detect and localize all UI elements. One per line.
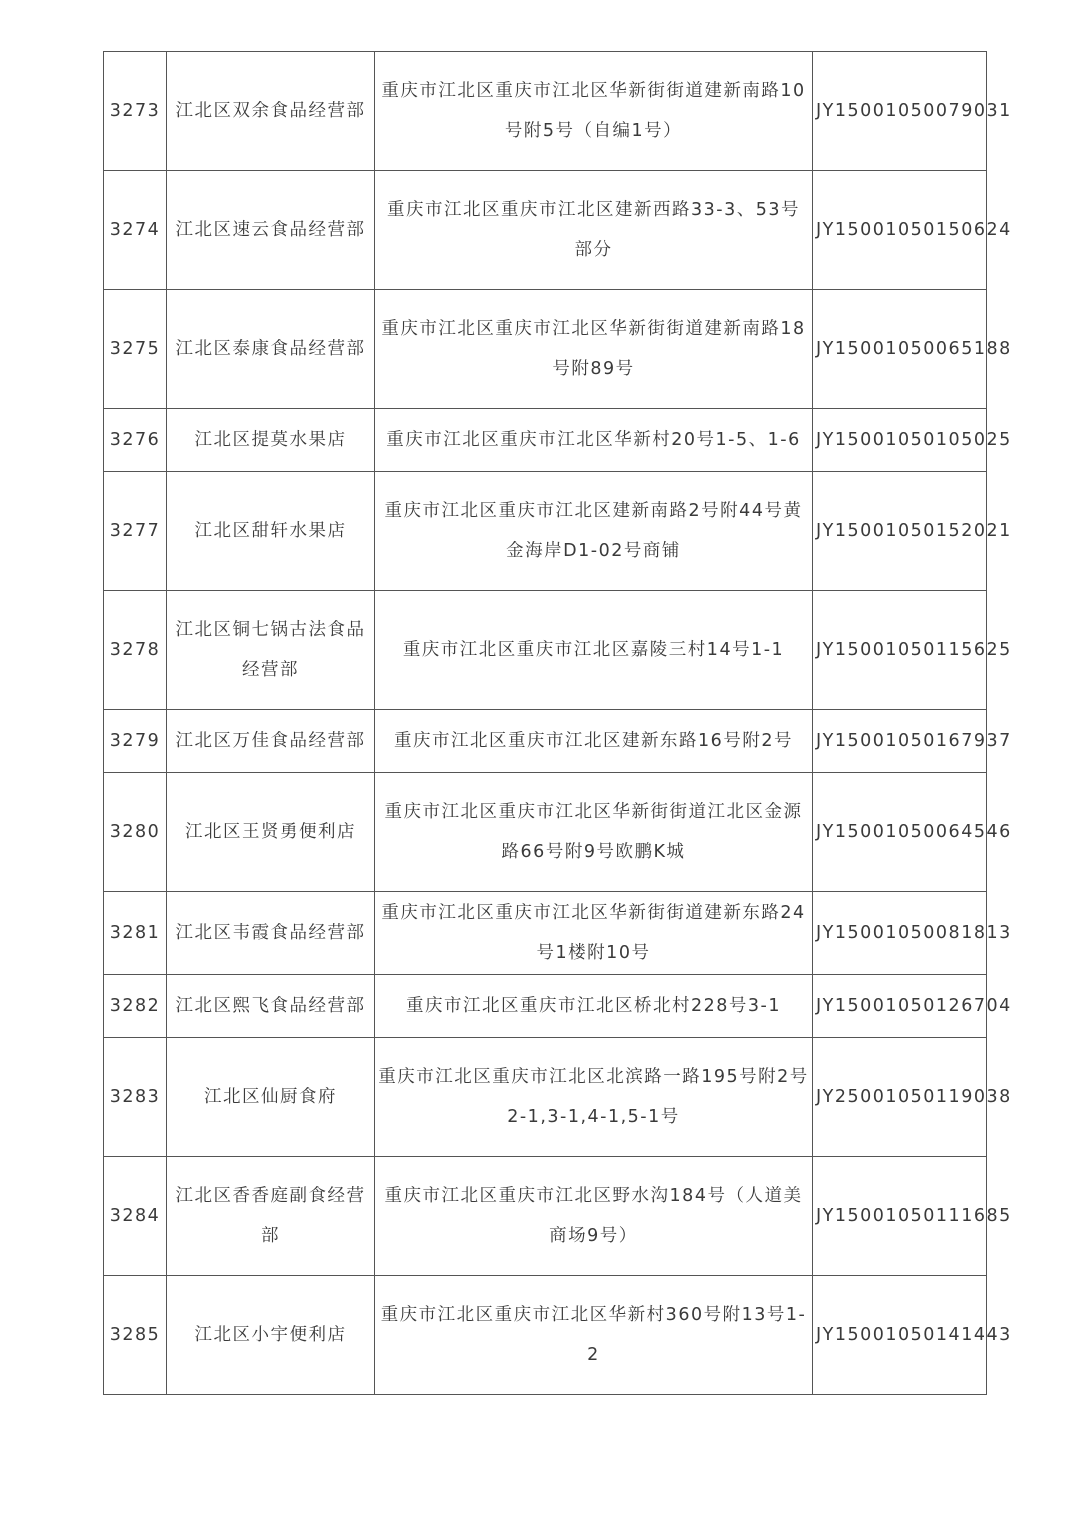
business-address: 重庆市江北区重庆市江北区北滨路一路195号附2号2-1,3-1,4-1,5-1号 — [375, 1038, 813, 1157]
business-address: 重庆市江北区重庆市江北区华新村20号1-5、1-6 — [375, 409, 813, 472]
table-row — [104, 1038, 987, 1157]
license-number: JY15001050081813 — [813, 892, 987, 975]
license-number: JY25001050119038 — [813, 1038, 987, 1157]
business-address: 重庆市江北区重庆市江北区野水沟184号（人道美商场9号） — [375, 1157, 813, 1276]
license-number: JY15001050115625 — [813, 591, 987, 710]
business-address: 重庆市江北区重庆市江北区嘉陵三村14号1-1 — [375, 591, 813, 710]
business-name: 江北区熙飞食品经营部 — [167, 975, 375, 1038]
business-name: 江北区提莫水果店 — [167, 409, 375, 472]
business-name: 江北区王贤勇便利店 — [167, 773, 375, 892]
license-number: JY15001050105025 — [813, 409, 987, 472]
business-address: 重庆市江北区重庆市江北区建新南路2号附44号黄金海岸D1-02号商铺 — [375, 472, 813, 591]
business-address: 重庆市江北区重庆市江北区华新街街道江北区金源路66号附9号欧鹏K城 — [375, 773, 813, 892]
row-number: 3282 — [104, 975, 167, 1038]
row-number: 3276 — [104, 409, 167, 472]
table-row — [104, 1157, 987, 1276]
business-name: 江北区万佳食品经营部 — [167, 710, 375, 773]
license-number: JY15001050141443 — [813, 1276, 987, 1395]
row-number: 3274 — [104, 171, 167, 290]
row-number: 3285 — [104, 1276, 167, 1395]
business-address: 重庆市江北区重庆市江北区华新街街道建新东路24号1楼附10号 — [375, 892, 813, 975]
table-row — [104, 171, 987, 290]
business-name: 江北区泰康食品经营部 — [167, 290, 375, 409]
table-row — [104, 591, 987, 710]
business-name: 江北区铜七锅古法食品经营部 — [167, 591, 375, 710]
business-address: 重庆市江北区重庆市江北区桥北村228号3-1 — [375, 975, 813, 1038]
business-name: 江北区韦霞食品经营部 — [167, 892, 375, 975]
row-number: 3278 — [104, 591, 167, 710]
table-row — [104, 290, 987, 409]
business-address: 重庆市江北区重庆市江北区华新街街道建新南路18号附89号 — [375, 290, 813, 409]
business-name: 江北区双余食品经营部 — [167, 52, 375, 171]
business-address: 重庆市江北区重庆市江北区建新东路16号附2号 — [375, 710, 813, 773]
table-row — [104, 409, 987, 472]
license-number: JY15001050079031 — [813, 52, 987, 171]
row-number: 3279 — [104, 710, 167, 773]
license-number: JY15001050064546 — [813, 773, 987, 892]
business-address: 重庆市江北区重庆市江北区建新西路33-3、53号部分 — [375, 171, 813, 290]
business-name: 江北区仙厨食府 — [167, 1038, 375, 1157]
business-name: 江北区甜轩水果店 — [167, 472, 375, 591]
table-row — [104, 52, 987, 171]
table-row — [104, 892, 987, 975]
license-number: JY15001050126704 — [813, 975, 987, 1038]
business-name: 江北区速云食品经营部 — [167, 171, 375, 290]
row-number: 3273 — [104, 52, 167, 171]
license-number: JY15001050111685 — [813, 1157, 987, 1276]
row-number: 3277 — [104, 472, 167, 591]
license-number: JY15001050167937 — [813, 710, 987, 773]
license-number: JY15001050152021 — [813, 472, 987, 591]
row-number: 3283 — [104, 1038, 167, 1157]
row-number: 3281 — [104, 892, 167, 975]
row-number: 3275 — [104, 290, 167, 409]
business-address: 重庆市江北区重庆市江北区华新街街道建新南路10号附5号（自编1号） — [375, 52, 813, 171]
table-row — [104, 975, 987, 1038]
row-number: 3280 — [104, 773, 167, 892]
business-address: 重庆市江北区重庆市江北区华新村360号附13号1-2 — [375, 1276, 813, 1395]
table-row — [104, 472, 987, 591]
business-name: 江北区香香庭副食经营部 — [167, 1157, 375, 1276]
table-row — [104, 1276, 987, 1395]
table-row — [104, 710, 987, 773]
license-number: JY15001050065188 — [813, 290, 987, 409]
license-number: JY15001050150624 — [813, 171, 987, 290]
table-row — [104, 773, 987, 892]
row-number: 3284 — [104, 1157, 167, 1276]
business-name: 江北区小宇便利店 — [167, 1276, 375, 1395]
business-license-table — [103, 51, 1012, 1395]
